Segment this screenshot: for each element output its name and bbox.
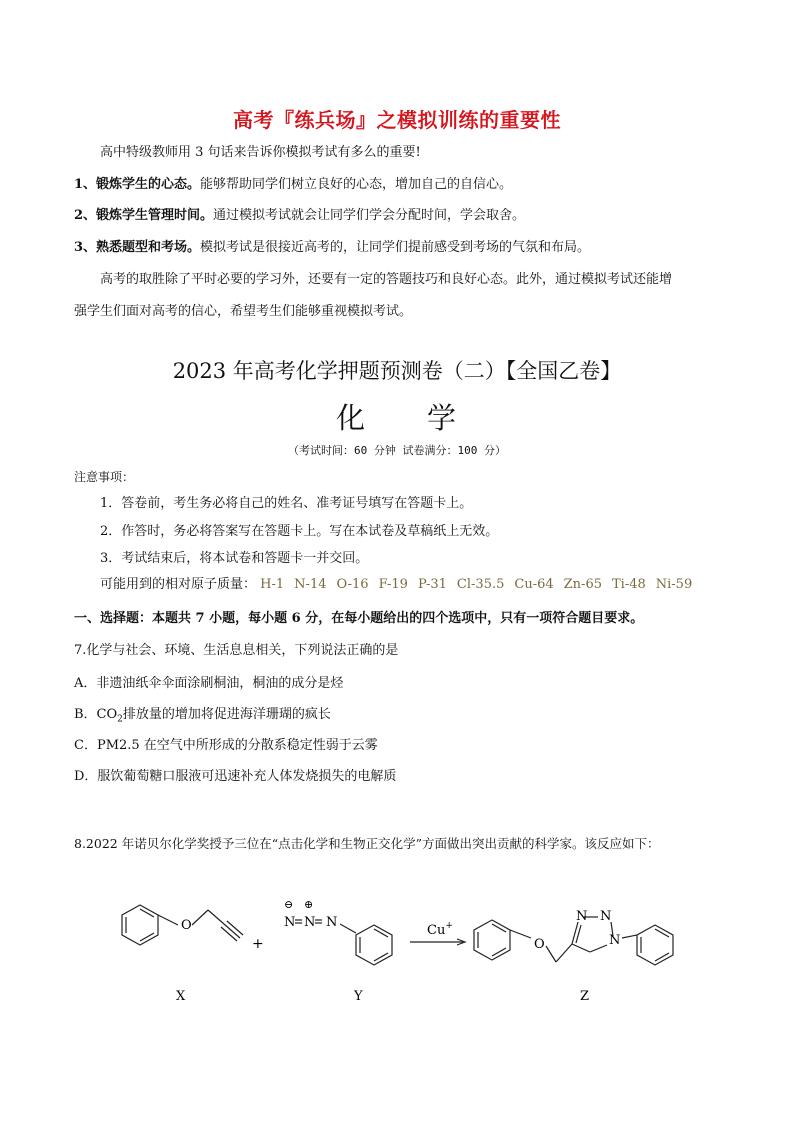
notice-item: 1．答卷前，考生务必将自己的姓名、准考证号填写在答题卡上。 — [100, 496, 473, 511]
azide-n: N — [326, 915, 338, 930]
atom-o: O — [181, 918, 192, 933]
exam-time-info: （考试时间：60 分钟 试卷满分：100 分） — [288, 444, 506, 457]
point-lead: 3、熟悉题型和考场。 — [74, 240, 201, 255]
triazole-n: N — [576, 909, 588, 924]
point-text: 能够帮助同学们树立良好的心态，增加自己的自信心。 — [200, 177, 513, 192]
section-heading: 一、选择题：本题共 7 小题，每小题 6 分，在每小题给出的四个选项中，只有一项符合题目要求。 — [74, 611, 644, 626]
banner-closing-2: 强学生们面对高考的信心，希望考生们能够重视模拟考试。 — [74, 304, 413, 319]
q8-stem: 8.2022 年诺贝尔化学奖授予三位在“点击化学和生物正交化学”方面做出突出贡献的科学家。该反应如下： — [74, 836, 660, 851]
atomic-mass-item: O-16 — [336, 577, 369, 592]
catalyst-label — [427, 921, 453, 938]
point-text: 通过模拟考试就会让同学们学会分配时间，学会取舍。 — [213, 208, 526, 223]
banner-point-3 — [74, 238, 590, 258]
point-text: 模拟考试是很接近高考的，让同学们提前感受到考场的气氛和布局。 — [200, 240, 591, 255]
atomic-mass-item: Cu-64 — [514, 577, 554, 592]
reaction-scheme — [0, 880, 794, 1010]
atomic-mass-item: F-19 — [378, 577, 408, 592]
q7-option-b — [74, 705, 331, 730]
benzene-ring — [356, 925, 392, 965]
notice-item: 2．作答时，务必将答案写在答题卡上。写在本试卷及草稿纸上无效。 — [100, 524, 499, 539]
atomic-mass-line — [100, 575, 702, 595]
charge-minus: ⊖ — [284, 898, 294, 911]
point-lead: 1、锻炼学生的心态。 — [74, 177, 201, 192]
label-y: Y — [354, 989, 363, 1004]
exam-title: 2023 年高考化学押题预测卷（二）【全国乙卷】 — [172, 359, 622, 383]
atomic-mass-item: Cl-35.5 — [456, 577, 505, 592]
subject-char: 学 — [427, 401, 459, 435]
banner-point-1 — [74, 175, 512, 195]
triazole-n: N — [609, 933, 621, 948]
banner-title: 高考『练兵场』之模拟训练的重要性 — [233, 108, 561, 132]
charge-plus: ⊕ — [304, 898, 314, 911]
atomic-mass-label: 可能用到的相对原子质量： — [100, 577, 257, 592]
banner-intro: 高中特级教师用 3 句话来告诉你模拟考试有多么的重要! — [100, 145, 421, 160]
plus-sign: + — [252, 936, 264, 952]
subject-char: 化 — [335, 401, 367, 435]
atomic-mass-item: Ti-48 — [611, 577, 646, 592]
q7-option-a: A．非遗油纸伞伞面涂刷桐油，桐油的成分是烃 — [74, 676, 344, 691]
banner-point-2 — [74, 206, 525, 226]
exam-subject — [0, 396, 794, 437]
catalyst-text: Cu — [427, 923, 446, 938]
q7-option-c: C．PM2.5 在空气中所形成的分散系稳定性弱于云雾 — [74, 738, 378, 753]
benzene-ring — [474, 920, 510, 960]
atomic-mass-item: Zn-65 — [563, 577, 602, 592]
label-z: Z — [580, 989, 590, 1004]
q7-stem: 7.化学与社会、环境、生活息息相关，下列说法正确的是 — [74, 643, 399, 658]
notice-item: 3．考试结束后，将本试卷和答题卡一并交回。 — [100, 551, 369, 566]
atomic-mass-item: Ni-59 — [655, 577, 693, 592]
q7-option-d: D．服饮葡萄糖口服液可迅速补充人体发烧损失的电解质 — [74, 769, 397, 784]
triazole-n: N — [600, 909, 612, 924]
option-b-pre: B．CO — [74, 707, 118, 722]
atomic-mass-item: H-1 — [260, 577, 285, 592]
catalyst-sup: + — [445, 921, 453, 931]
banner-closing-1: 高考的取胜除了平时必要的学习外，还要有一定的答题技巧和良好心态。此外，通过模拟考试还能增 — [100, 272, 673, 287]
notice-heading: 注意事项： — [74, 470, 135, 484]
azide-n: N — [284, 915, 296, 930]
atomic-mass-item: N-14 — [294, 577, 327, 592]
atom-o: O — [534, 937, 545, 952]
point-lead: 2、锻炼学生管理时间。 — [74, 208, 214, 223]
option-b-post: 排放量的增加将促进海洋珊瑚的疯长 — [122, 707, 331, 722]
option-b-sub: 2 — [117, 714, 123, 725]
benzene-ring — [637, 925, 673, 965]
benzene-ring — [122, 905, 158, 945]
azide-n: N — [304, 915, 316, 930]
atomic-mass-item: P-31 — [417, 577, 447, 592]
label-x: X — [176, 989, 186, 1004]
